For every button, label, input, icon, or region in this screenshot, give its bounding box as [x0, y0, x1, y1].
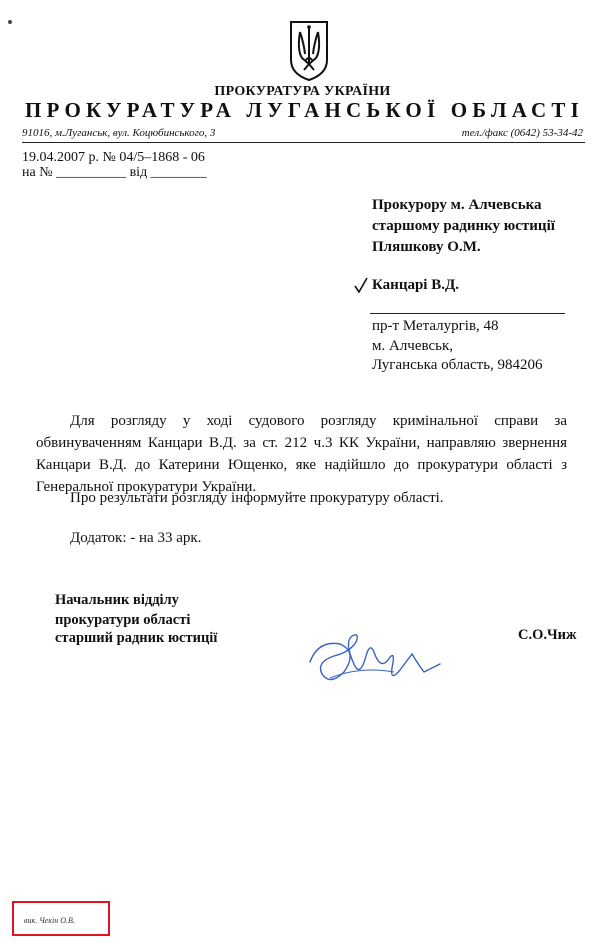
recipient-line-2: старшому радинку юстиції [372, 218, 555, 234]
agency-name: ПРОКУРАТУРА УКРАЇНИ [214, 84, 391, 99]
address-divider [370, 313, 565, 314]
recipient-line-1: Прокурору м. Алчевська [372, 197, 542, 213]
recipient-address-1: пр-т Металургів, 48 [372, 318, 499, 334]
office-address: 91016, м.Луганськ, вул. Коцюбинського, 3 [22, 127, 216, 139]
body-paragraph-1: Для розгляду у ході судового розгляду кримінальної справи за обвинуваченням Канцари В.Д. за ст. 212 ч.3 КК України, направляю звернення Канцари В.Д. до Катерини Ющенко, яке надійшло до прокуратури області з Генеральної прокуратури України. [36, 413, 567, 495]
checkmark-icon [354, 277, 368, 293]
scan-speck [8, 20, 12, 24]
recipient-line-3: Пляшкову О.М. [372, 239, 481, 255]
attachment-note: Додаток: - на 33 арк. [70, 530, 202, 546]
signer-title-3: старший радник юстиції [55, 630, 218, 646]
signer-title-2: прокуратури області [55, 612, 191, 628]
executor-note: вик. Чекін О.В. [24, 916, 75, 925]
office-name: ПРОКУРАТУРА ЛУГАНСЬКОЇ ОБЛАСТІ [25, 98, 584, 122]
office-phone: тел./факс (0642) 53-34-42 [461, 127, 583, 139]
reference-line: на № __________ від ________ [22, 165, 207, 180]
header-divider [22, 142, 585, 143]
trident-coat-of-arms-icon [287, 20, 331, 82]
outgoing-number: 19.04.2007 р. № 04/5–1868 - 06 [22, 150, 205, 165]
signer-name: С.О.Чиж [518, 627, 577, 643]
recipient-address-2: м. Алчевськ, [372, 338, 454, 354]
recipient-address-3: Луганська область, 984206 [372, 357, 543, 373]
handwritten-signature [300, 612, 450, 692]
body-paragraph-2: Про результати розгляду інформуйте прокуратуру області. [70, 490, 444, 506]
recipient-line-4: Канцарі В.Д. [372, 277, 460, 293]
signer-title-1: Начальник відділу [55, 592, 179, 608]
